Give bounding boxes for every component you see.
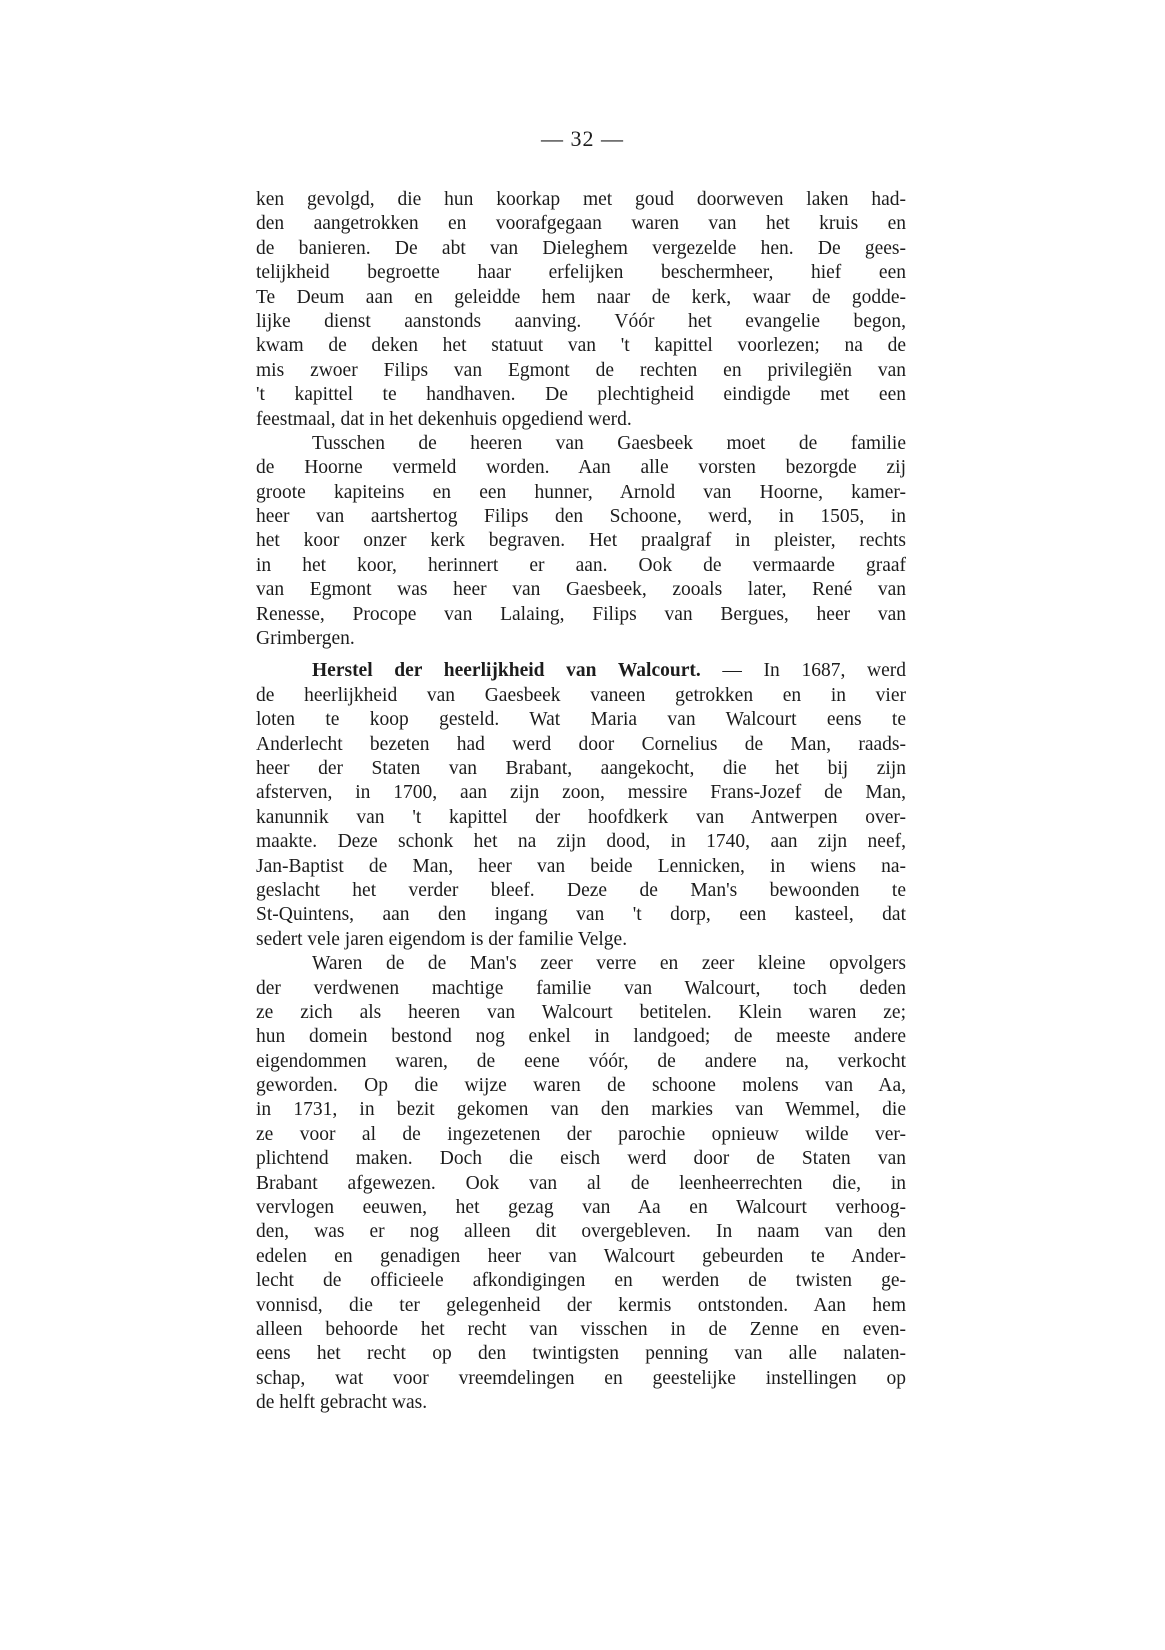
section-heading: Herstel der heerlijkheid van Walcourt. [312, 660, 701, 682]
heading-line-rest: — In 1687, werd [722, 660, 906, 682]
text-line: afsterven, in 1700, aan zijn zoon, messire Frans-Jozef de Man, [256, 782, 906, 804]
text-line: kanunnik van 't kapittel der hoofdkerk van Antwerpen over- [256, 806, 906, 828]
body-text [256, 188, 906, 1416]
text-line: den, was er nog alleen dit overgebleven. In naam van den [256, 1221, 906, 1243]
paragraph [256, 432, 906, 652]
text-line: heer van aartshertog Filips den Schoone, werd, in 1505, in [256, 506, 906, 528]
text-line: Te Deum aan en geleidde hem naar de kerk, waar de godde- [256, 286, 906, 308]
text-line: der verdwenen machtige familie van Walcourt, toch deden [256, 977, 906, 999]
text-line: geworden. Op die wijze waren de schoone molens van Aa, [256, 1075, 906, 1097]
text-line: groote kapiteins en een hunner, Arnold van Hoorne, kamer- [256, 481, 906, 503]
paragraph [256, 188, 906, 432]
text-line: Tusschen de heeren van Gaesbeek moet de familie [312, 432, 906, 454]
text-line: ken gevolgd, die hun koorkap met goud doorweven laken had- [256, 189, 906, 210]
text-line: vervlogen eeuwen, het gezag van Aa en Walcourt verhoog- [256, 1197, 906, 1219]
text-line: St-Quintens, aan den ingang van 't dorp, een kasteel, dat [256, 904, 906, 926]
text-line: telijkheid begroette haar erfelijken beschermheer, hief een [256, 262, 906, 284]
text-line: feestmaal, dat in het dekenhuis opgediend werd. [256, 408, 632, 430]
text-line: kwam de deken het statuut van 't kapittel voorlezen; na de [256, 335, 906, 357]
text-line: heer der Staten van Brabant, aangekocht, die het bij zijn [256, 757, 906, 779]
paragraph [256, 952, 906, 1415]
text-line: lecht de officieele afkondigingen en werden de twisten ge- [256, 1270, 906, 1292]
text-line: de banieren. De abt van Dieleghem vergezelde hen. De gees- [256, 237, 906, 259]
text-line: schap, wat voor vreemdelingen en geestelijke instellingen op [256, 1367, 906, 1389]
text-line: lijke dienst aanstonds aanving. Vóór het evangelie begon, [256, 310, 906, 332]
text-line: eens het recht op den twintigsten penning van alle nalaten- [256, 1343, 906, 1365]
text-line: edelen en genadigen heer van Walcourt gebeurden te Ander- [256, 1245, 906, 1267]
text-line: hun domein bestond nog enkel in landgoed; de meeste andere [256, 1026, 906, 1048]
text-line: mis zwoer Filips van Egmont de rechten en privilegiën van [256, 359, 906, 381]
text-line: de heerlijkheid van Gaesbeek vaneen getrokken en in vier [256, 684, 906, 706]
text-line: Waren de de Man's zeer verre en zeer kleine opvolgers [312, 953, 906, 975]
text-line: de helft gebracht was. [256, 1392, 428, 1414]
text-line [256, 659, 906, 683]
text-line: plichtend maken. Doch die eisch werd door de Staten van [256, 1148, 906, 1170]
text-line: vonnisd, die ter gelegenheid der kermis ontstonden. Aan hem [256, 1294, 906, 1316]
text-line: het koor onzer kerk begraven. Het praalgraf in pleister, rechts [256, 530, 906, 552]
text-line: ze voor al de ingezetenen der parochie opnieuw wilde ver- [256, 1123, 906, 1145]
text-line: van Egmont was heer van Gaesbeek, zooals later, René van [256, 579, 906, 601]
text-line: 't kapittel te handhaven. De plechtigheid eindigde met een [256, 384, 906, 406]
text-line: Brabant afgewezen. Ook van al de leenheerrechten die, in [256, 1172, 906, 1194]
text-line: Grimbergen. [256, 628, 355, 650]
text-line: loten te koop gesteld. Wat Maria van Walcourt eens te [256, 709, 906, 731]
text-line: in het koor, herinnert er aan. Ook de vermaarde graaf [256, 554, 906, 576]
text-line: maakte. Deze schonk het na zijn dood, in 1740, aan zijn neef, [256, 831, 906, 853]
text-line: de Hoorne vermeld worden. Aan alle vorsten bezorgde zij [256, 457, 906, 479]
text-line: Jan-Baptist de Man, heer van beide Lennicken, in wiens na- [256, 855, 906, 877]
text-line: in 1731, in bezit gekomen van den markies van Wemmel, die [256, 1099, 906, 1121]
page-number: — 32 — [541, 126, 624, 151]
text-line: sedert vele jaren eigendom is der familie Velge. [256, 928, 628, 950]
text-line: eigendommen waren, de eene vóór, de andere na, verkocht [256, 1050, 906, 1072]
text-line: den aangetrokken en voorafgegaan waren van het kruis en [256, 213, 906, 235]
text-line: ze zich als heeren van Walcourt betitelen. Klein waren ze; [256, 1001, 906, 1023]
paragraph [256, 659, 906, 952]
text-line: alleen behoorde het recht van visschen in de Zenne en even- [256, 1318, 906, 1340]
text-line: Renesse, Procope van Lalaing, Filips van Bergues, heer van [256, 603, 906, 625]
text-line: Anderlecht bezeten had werd door Cornelius de Man, raads- [256, 733, 906, 755]
text-line: geslacht het verder bleef. Deze de Man's bewoonden te [256, 879, 906, 901]
